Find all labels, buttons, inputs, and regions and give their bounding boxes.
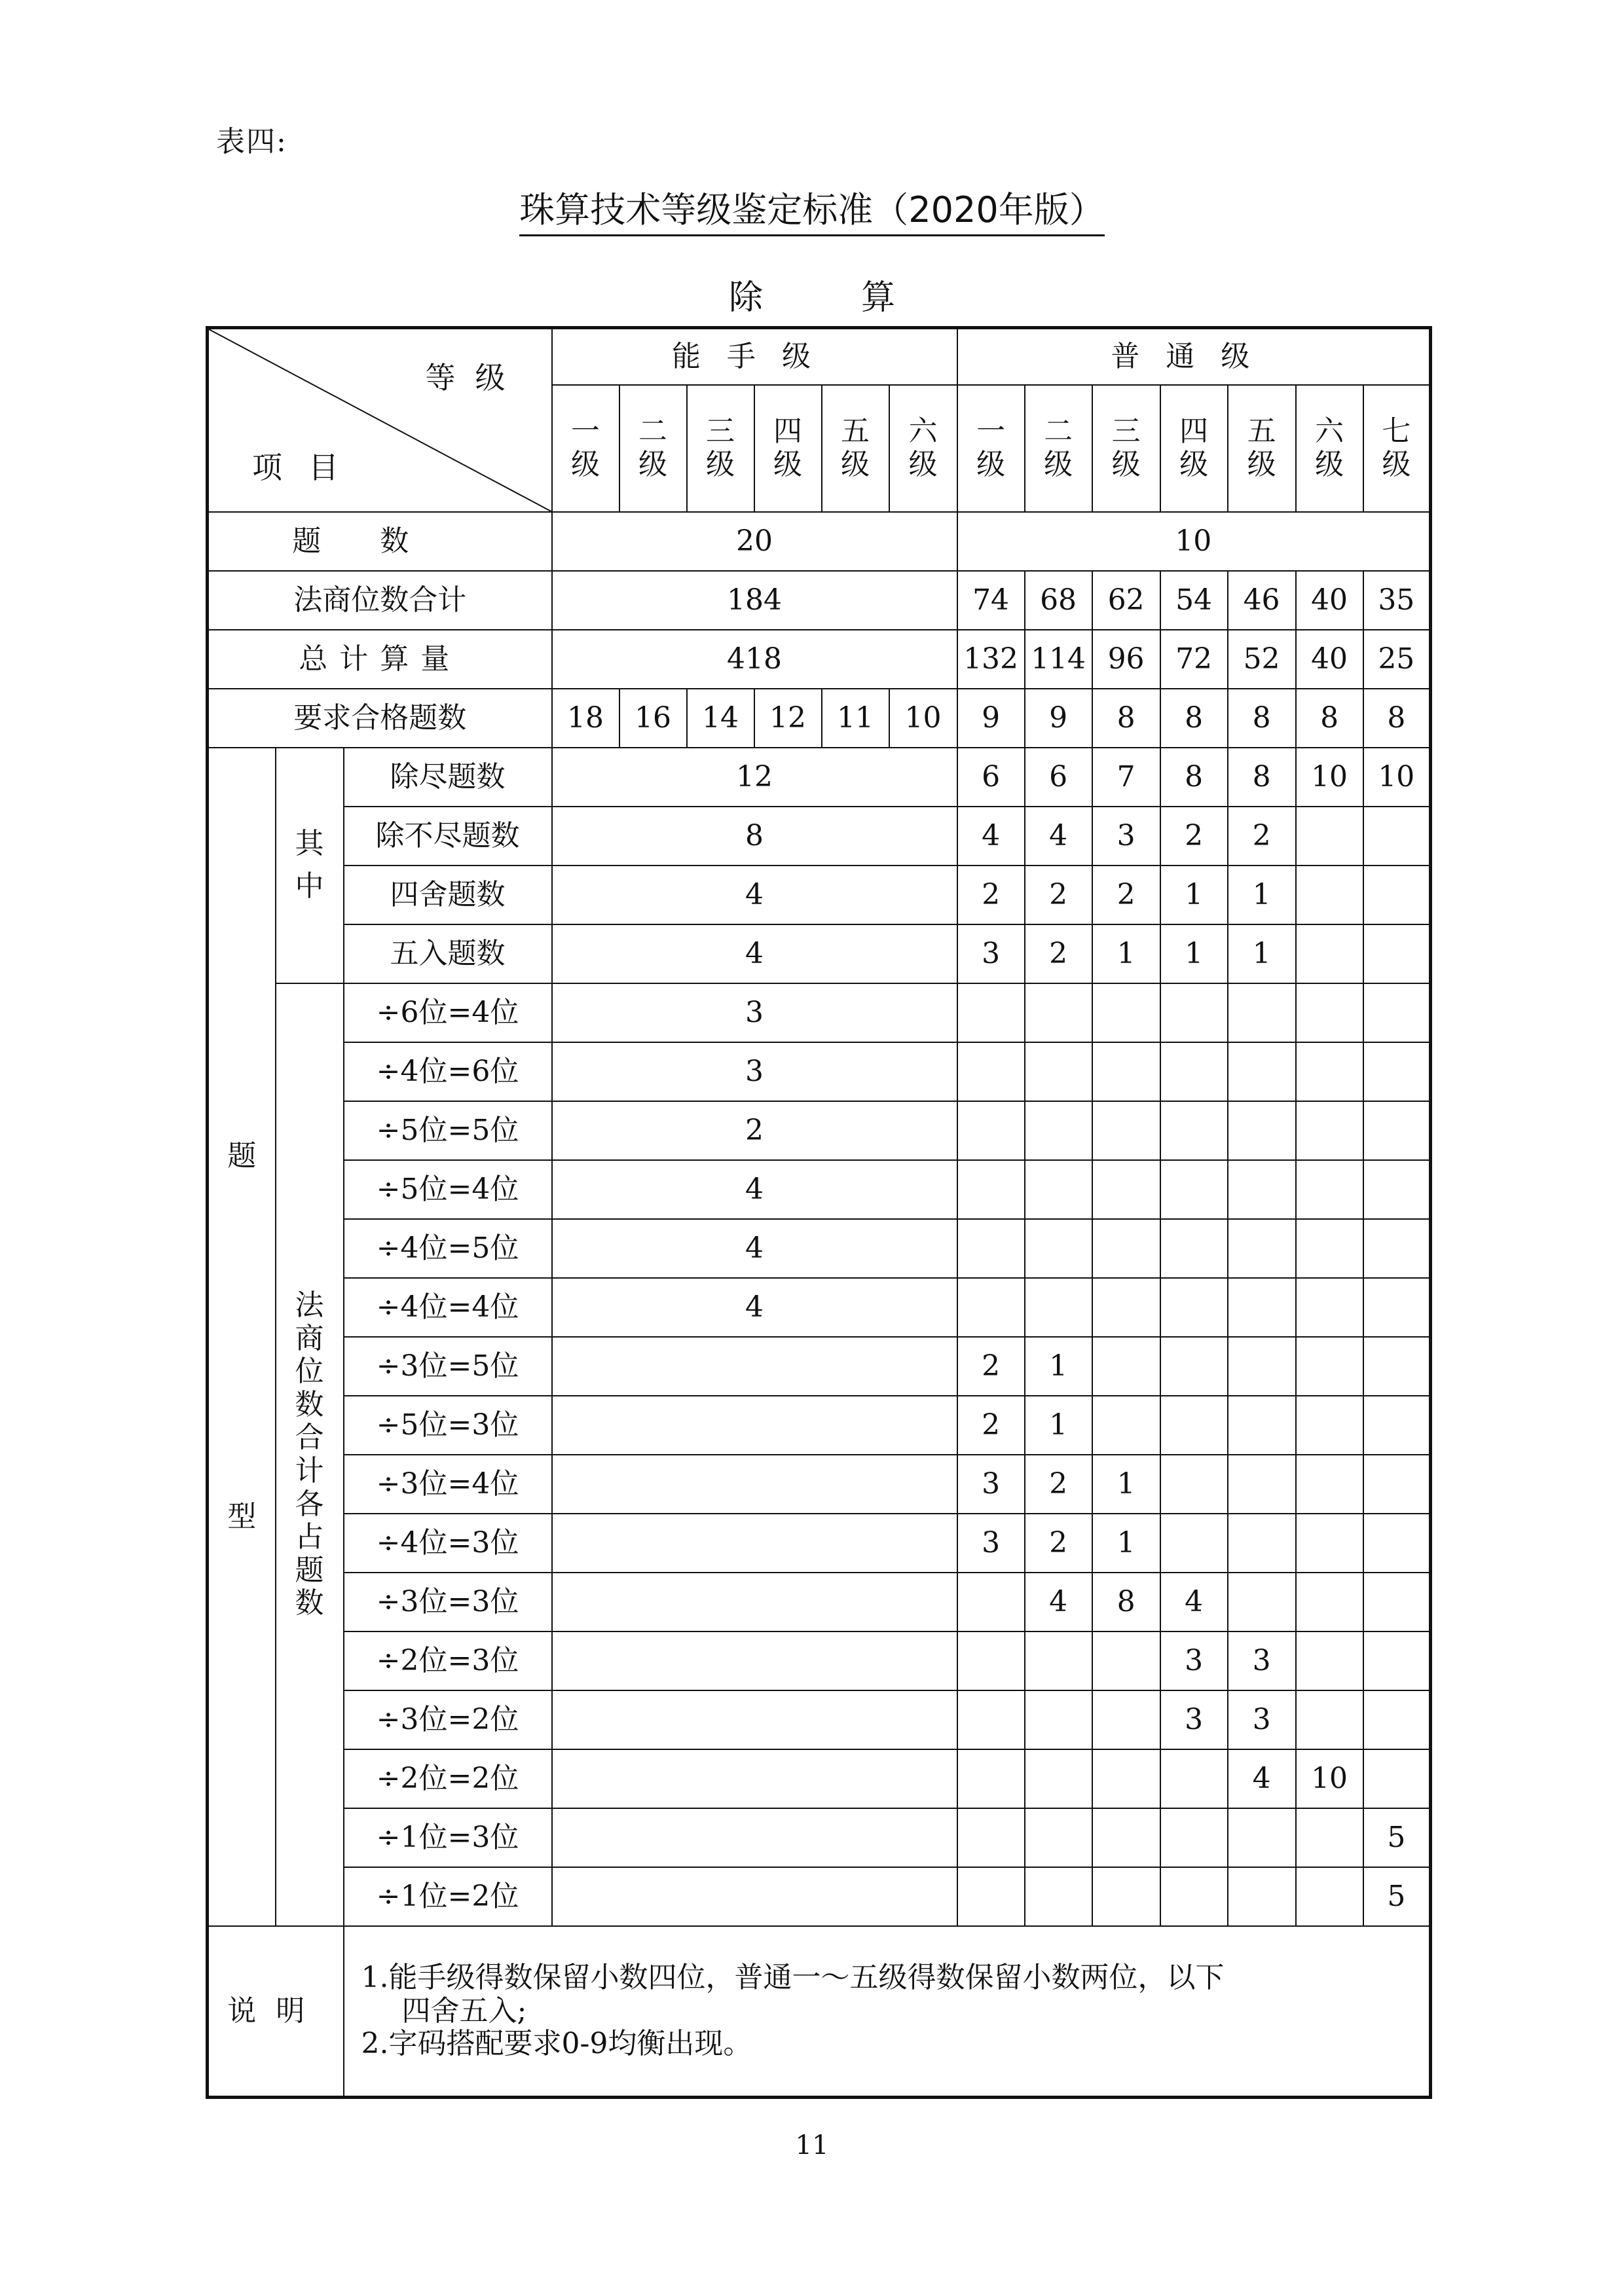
digit-row-normal-5 xyxy=(1228,1042,1296,1101)
digit-row-normal-6 xyxy=(1296,1101,1363,1160)
normal-level-5-text: 五 级 xyxy=(1247,414,1276,481)
digit-row-normal-3 xyxy=(1092,1042,1160,1101)
digit-row-normal-6 xyxy=(1296,1160,1363,1219)
expert-level-6-text: 六 级 xyxy=(908,414,938,481)
among-row-normal-6 xyxy=(1296,866,1363,924)
digit-row-normal-7 xyxy=(1363,1219,1431,1278)
digit-row-normal-4 xyxy=(1160,1514,1228,1573)
header-grade-label: 等级 xyxy=(425,360,525,395)
among-row-normal-5: 2 xyxy=(1228,807,1296,866)
digit-row-normal-7 xyxy=(1363,1101,1431,1160)
digit-row-expert xyxy=(552,1337,957,1396)
digit-row-normal-7 xyxy=(1363,1455,1431,1514)
digit-row-normal-7 xyxy=(1363,1042,1431,1101)
note-line-1: 1.能手级得数保留小数四位，普通一～五级得数保留小数两位，以下 xyxy=(361,1961,1225,1995)
digit-row-normal-1 xyxy=(957,1690,1025,1749)
table-row xyxy=(208,1808,1431,1867)
question-type-label-1: 题 xyxy=(227,1139,257,1173)
digit-row-normal-7 xyxy=(1363,1160,1431,1219)
digit-row-normal-5: 4 xyxy=(1228,1749,1296,1808)
normal-level-3 xyxy=(1092,385,1160,512)
digit-row-normal-2 xyxy=(1025,1808,1092,1867)
digit-row-label: ÷4位=5位 xyxy=(344,1219,552,1278)
pass-count-expert-6: 10 xyxy=(889,689,957,748)
digit-row-normal-1 xyxy=(957,1278,1025,1337)
digit-row-expert: 4 xyxy=(552,1219,957,1278)
digit-row-expert: 3 xyxy=(552,1042,957,1101)
digit-row-normal-7 xyxy=(1363,1337,1431,1396)
table-row xyxy=(208,1455,1431,1514)
digit-row-label: ÷5位=5位 xyxy=(344,1101,552,1160)
among-row-normal-2: 4 xyxy=(1025,807,1092,866)
pass-count-normal-6: 8 xyxy=(1296,689,1363,748)
among-group-char-1: 其 xyxy=(295,827,324,861)
summary-2-normal-4: 72 xyxy=(1160,630,1228,689)
expert-level-3 xyxy=(687,385,754,512)
among-row-expert: 4 xyxy=(552,924,957,983)
normal-level-6-text: 六 级 xyxy=(1315,414,1344,481)
digit-row-expert xyxy=(552,1749,957,1808)
digit-row-normal-4 xyxy=(1160,983,1228,1042)
among-row-normal-4: 8 xyxy=(1160,748,1228,807)
digits-group-char-4: 数 xyxy=(295,1387,324,1421)
among-row-normal-5: 1 xyxy=(1228,866,1296,924)
expert-level-5 xyxy=(822,385,889,512)
table-row xyxy=(208,1278,1431,1337)
digit-row-label: ÷2位=3位 xyxy=(344,1631,552,1690)
digit-row-expert xyxy=(552,1573,957,1631)
digit-row-normal-3 xyxy=(1092,1808,1160,1867)
digit-row-normal-4: 3 xyxy=(1160,1690,1228,1749)
expert-level-5-text: 五 级 xyxy=(841,414,870,481)
digit-row-normal-2 xyxy=(1025,1278,1092,1337)
table-row xyxy=(208,866,1431,924)
among-row-normal-1: 6 xyxy=(957,748,1025,807)
digit-row-normal-3 xyxy=(1092,1101,1160,1160)
digit-row-label: ÷3位=4位 xyxy=(344,1455,552,1514)
table-row xyxy=(208,1690,1431,1749)
digit-row-normal-1 xyxy=(957,1867,1025,1926)
digit-row-normal-6 xyxy=(1296,1042,1363,1101)
expert-level-6 xyxy=(889,385,957,512)
pass-count-normal-2: 9 xyxy=(1025,689,1092,748)
digit-row-normal-2: 1 xyxy=(1025,1337,1092,1396)
pass-count-expert-2: 16 xyxy=(619,689,687,748)
among-row-normal-3: 2 xyxy=(1092,866,1160,924)
digit-row-normal-6 xyxy=(1296,1396,1363,1455)
digit-row-normal-6 xyxy=(1296,1278,1363,1337)
digit-row-normal-2 xyxy=(1025,1160,1092,1219)
digit-row-normal-1 xyxy=(957,1631,1025,1690)
digit-row-label: ÷2位=2位 xyxy=(344,1749,552,1808)
page-title-text: 珠算技术等级鉴定标准（2020年版） xyxy=(519,189,1104,236)
among-row-normal-6 xyxy=(1296,924,1363,983)
digit-row-normal-5 xyxy=(1228,1867,1296,1926)
pass-count-expert-1: 18 xyxy=(552,689,619,748)
digit-row-normal-2 xyxy=(1025,1219,1092,1278)
among-row-normal-4: 1 xyxy=(1160,866,1228,924)
total-calc-expert: 418 xyxy=(552,630,957,689)
expert-level-1-text: 一 级 xyxy=(571,414,600,481)
digit-row-normal-7: 5 xyxy=(1363,1808,1431,1867)
digit-row-normal-1 xyxy=(957,983,1025,1042)
digit-row-normal-2: 4 xyxy=(1025,1573,1092,1631)
digit-row-normal-4 xyxy=(1160,1396,1228,1455)
digit-row-label: ÷3位=5位 xyxy=(344,1337,552,1396)
digit-row-expert xyxy=(552,1396,957,1455)
digit-row-expert xyxy=(552,1808,957,1867)
summary-2-normal-2: 114 xyxy=(1025,630,1092,689)
question-count-expert: 20 xyxy=(552,512,957,571)
digits-group-char-10: 数 xyxy=(295,1586,324,1620)
table-row xyxy=(208,1101,1431,1160)
digits-group-char-5: 合 xyxy=(295,1421,324,1455)
digit-row-normal-7 xyxy=(1363,1278,1431,1337)
among-row-normal-7 xyxy=(1363,924,1431,983)
digit-row-normal-6 xyxy=(1296,1867,1363,1926)
table-row xyxy=(208,1337,1431,1396)
digits-group-char-2: 商 xyxy=(295,1321,324,1355)
summary-1-normal-6: 40 xyxy=(1296,571,1363,630)
digit-row-normal-6 xyxy=(1296,1690,1363,1749)
among-row-expert: 4 xyxy=(552,866,957,924)
digits-group-char-3: 位 xyxy=(295,1355,324,1389)
digit-row-normal-4: 3 xyxy=(1160,1631,1228,1690)
digit-row-normal-4 xyxy=(1160,1749,1228,1808)
digit-row-normal-5 xyxy=(1228,1101,1296,1160)
among-row-normal-6: 10 xyxy=(1296,748,1363,807)
digit-row-normal-5 xyxy=(1228,983,1296,1042)
expert-level-4-text: 四 级 xyxy=(773,414,803,481)
notes-content xyxy=(344,1926,1431,2098)
digit-row-label: ÷4位=6位 xyxy=(344,1042,552,1101)
summary-1-normal-2: 68 xyxy=(1025,571,1092,630)
among-row-normal-7 xyxy=(1363,866,1431,924)
digit-row-label: ÷1位=2位 xyxy=(344,1867,552,1926)
row-label-total-calc: 总计算量 xyxy=(208,630,552,689)
digit-row-normal-3 xyxy=(1092,1749,1160,1808)
digit-row-normal-4 xyxy=(1160,1101,1228,1160)
expert-level-4 xyxy=(754,385,822,512)
digit-row-normal-3 xyxy=(1092,1278,1160,1337)
digit-row-label: ÷3位=3位 xyxy=(344,1573,552,1631)
digit-row-expert: 4 xyxy=(552,1160,957,1219)
digit-row-normal-2: 2 xyxy=(1025,1514,1092,1573)
among-group-label xyxy=(276,748,344,983)
digit-row-normal-2 xyxy=(1025,1690,1092,1749)
digit-row-normal-4: 4 xyxy=(1160,1573,1228,1631)
summary-1-normal-1: 74 xyxy=(957,571,1025,630)
summary-1-normal-7: 35 xyxy=(1363,571,1431,630)
digit-row-normal-7 xyxy=(1363,1631,1431,1690)
pass-count-normal-5: 8 xyxy=(1228,689,1296,748)
digit-row-normal-5: 3 xyxy=(1228,1690,1296,1749)
table-row xyxy=(208,983,1431,1042)
header-corner-cell xyxy=(208,328,552,513)
digit-row-normal-4 xyxy=(1160,1278,1228,1337)
among-row-label: 除不尽题数 xyxy=(344,807,552,866)
digit-row-normal-4 xyxy=(1160,1042,1228,1101)
among-row-label: 五入题数 xyxy=(344,924,552,983)
digit-row-normal-3: 1 xyxy=(1092,1514,1160,1573)
digit-row-normal-1 xyxy=(957,1160,1025,1219)
digit-row-expert xyxy=(552,1690,957,1749)
digit-row-normal-6 xyxy=(1296,983,1363,1042)
among-row-normal-1: 4 xyxy=(957,807,1025,866)
digit-row-normal-2 xyxy=(1025,1101,1092,1160)
digit-row-label: ÷5位=4位 xyxy=(344,1160,552,1219)
table-row xyxy=(208,1514,1431,1573)
pass-count-expert-4: 12 xyxy=(754,689,822,748)
digit-row-normal-3 xyxy=(1092,1631,1160,1690)
among-row-normal-2: 2 xyxy=(1025,924,1092,983)
table-row xyxy=(208,1631,1431,1690)
digit-row-normal-6 xyxy=(1296,1455,1363,1514)
digit-row-normal-3 xyxy=(1092,1160,1160,1219)
summary-2-normal-1: 132 xyxy=(957,630,1025,689)
among-row-expert: 12 xyxy=(552,748,957,807)
digit-row-normal-5 xyxy=(1228,1573,1296,1631)
expert-level-2-text: 二 级 xyxy=(638,414,668,481)
pass-count-normal-1: 9 xyxy=(957,689,1025,748)
digits-group-label xyxy=(276,983,344,1926)
digit-row-expert xyxy=(552,1631,957,1690)
digit-row-normal-3 xyxy=(1092,983,1160,1042)
summary-2-normal-6: 40 xyxy=(1296,630,1363,689)
among-row-normal-3: 7 xyxy=(1092,748,1160,807)
among-row-normal-2: 2 xyxy=(1025,866,1092,924)
digit-row-normal-1 xyxy=(957,1749,1025,1808)
pass-count-normal-7: 8 xyxy=(1363,689,1431,748)
normal-level-4-text: 四 级 xyxy=(1179,414,1209,481)
digit-row-normal-4 xyxy=(1160,1337,1228,1396)
digit-row-normal-6 xyxy=(1296,1808,1363,1867)
digit-row-normal-1: 2 xyxy=(957,1396,1025,1455)
normal-level-1-text: 一 级 xyxy=(976,414,1006,481)
among-row-normal-1: 2 xyxy=(957,866,1025,924)
among-row-normal-7 xyxy=(1363,807,1431,866)
digit-row-normal-2: 2 xyxy=(1025,1455,1092,1514)
among-row-normal-7: 10 xyxy=(1363,748,1431,807)
digit-row-normal-2 xyxy=(1025,1749,1092,1808)
normal-level-7-text: 七 级 xyxy=(1382,414,1411,481)
digit-row-normal-5 xyxy=(1228,1455,1296,1514)
digit-row-normal-6 xyxy=(1296,1219,1363,1278)
among-row-normal-2: 6 xyxy=(1025,748,1092,807)
digit-row-normal-5 xyxy=(1228,1278,1296,1337)
digit-row-normal-1 xyxy=(957,1219,1025,1278)
normal-level-7 xyxy=(1363,385,1431,512)
among-row-normal-3: 1 xyxy=(1092,924,1160,983)
digit-row-normal-2 xyxy=(1025,1867,1092,1926)
normal-level-1 xyxy=(957,385,1025,512)
digit-row-normal-4 xyxy=(1160,1160,1228,1219)
among-group-gap xyxy=(276,861,343,870)
digit-row-normal-6 xyxy=(1296,1631,1363,1690)
expert-level-3-text: 三 级 xyxy=(706,414,735,481)
digit-row-normal-2 xyxy=(1025,1042,1092,1101)
digit-row-normal-1: 3 xyxy=(957,1455,1025,1514)
summary-1-normal-5: 46 xyxy=(1228,571,1296,630)
digit-row-normal-1 xyxy=(957,1808,1025,1867)
digit-row-normal-2 xyxy=(1025,983,1092,1042)
among-row-label: 除尽题数 xyxy=(344,748,552,807)
digit-row-normal-4 xyxy=(1160,1455,1228,1514)
digit-row-normal-7 xyxy=(1363,1514,1431,1573)
pass-count-normal-3: 8 xyxy=(1092,689,1160,748)
among-group-char-2: 中 xyxy=(295,869,324,903)
normal-level-2 xyxy=(1025,385,1092,512)
digit-row-normal-5 xyxy=(1228,1160,1296,1219)
digit-row-normal-6 xyxy=(1296,1337,1363,1396)
digit-row-expert: 4 xyxy=(552,1278,957,1337)
digit-row-label: ÷1位=3位 xyxy=(344,1808,552,1867)
digit-row-normal-3: 8 xyxy=(1092,1573,1160,1631)
digit-row-normal-7: 5 xyxy=(1363,1867,1431,1926)
digit-row-normal-2: 1 xyxy=(1025,1396,1092,1455)
question-type-label xyxy=(208,748,276,1926)
section-title xyxy=(0,270,1624,319)
digit-row-normal-3: 1 xyxy=(1092,1455,1160,1514)
table-row xyxy=(208,1160,1431,1219)
digit-row-normal-1 xyxy=(957,1101,1025,1160)
digit-row-label: ÷4位=3位 xyxy=(344,1514,552,1573)
table-row xyxy=(208,1867,1431,1926)
group-expert-header: 能手级 xyxy=(552,328,957,386)
page-title xyxy=(0,182,1624,232)
digit-row-normal-5 xyxy=(1228,1808,1296,1867)
digit-row-normal-1 xyxy=(957,1042,1025,1101)
table-row xyxy=(208,1042,1431,1101)
group-normal-header: 普通级 xyxy=(957,328,1431,386)
notes-label: 说明 xyxy=(208,1926,344,2098)
digit-row-expert xyxy=(552,1514,957,1573)
question-type-label-2: 型 xyxy=(227,1500,257,1533)
digit-row-normal-5 xyxy=(1228,1396,1296,1455)
table-label: 表四: xyxy=(216,125,287,158)
summary-2-normal-7: 25 xyxy=(1363,630,1431,689)
digit-row-normal-7 xyxy=(1363,1396,1431,1455)
normal-level-6 xyxy=(1296,385,1363,512)
digit-row-normal-6: 10 xyxy=(1296,1749,1363,1808)
question-type-label-gap xyxy=(209,1173,275,1501)
section-title-char-1: 除 xyxy=(728,278,763,318)
digit-row-label: ÷3位=2位 xyxy=(344,1690,552,1749)
normal-level-3-text: 三 级 xyxy=(1111,414,1141,481)
standards-table xyxy=(206,326,1432,2099)
table-row xyxy=(208,1219,1431,1278)
table-row xyxy=(208,1749,1431,1808)
pass-count-expert-5: 11 xyxy=(822,689,889,748)
table-row xyxy=(208,1573,1431,1631)
digit-row-normal-1 xyxy=(957,1573,1025,1631)
digit-row-normal-2 xyxy=(1025,1631,1092,1690)
digits-group-char-8: 占 xyxy=(295,1520,324,1554)
among-row-normal-6 xyxy=(1296,807,1363,866)
digit-row-normal-4 xyxy=(1160,1808,1228,1867)
digit-row-normal-3 xyxy=(1092,1867,1160,1926)
header-item-label: 项目 xyxy=(252,450,365,486)
table-row xyxy=(208,748,1431,807)
among-row-normal-5: 1 xyxy=(1228,924,1296,983)
digit-row-normal-4 xyxy=(1160,1219,1228,1278)
digit-row-normal-3 xyxy=(1092,1337,1160,1396)
summary-2-normal-5: 52 xyxy=(1228,630,1296,689)
digit-row-normal-5: 3 xyxy=(1228,1631,1296,1690)
summary-2-normal-3: 96 xyxy=(1092,630,1160,689)
among-row-expert: 8 xyxy=(552,807,957,866)
digit-row-label: ÷6位=4位 xyxy=(344,983,552,1042)
note-line-1-cont: 四舍五入; xyxy=(401,1994,527,2028)
normal-level-2-text: 二 级 xyxy=(1044,414,1073,481)
digits-group-char-1: 法 xyxy=(295,1288,324,1322)
digit-row-normal-5 xyxy=(1228,1219,1296,1278)
normal-level-4 xyxy=(1160,385,1228,512)
digit-row-normal-7 xyxy=(1363,1749,1431,1808)
expert-level-1 xyxy=(552,385,619,512)
digit-row-normal-1: 2 xyxy=(957,1337,1025,1396)
digit-row-normal-6 xyxy=(1296,1573,1363,1631)
digit-row-normal-4 xyxy=(1160,1867,1228,1926)
digit-total-expert: 184 xyxy=(552,571,957,630)
table-row xyxy=(208,1396,1431,1455)
table-row xyxy=(208,807,1431,866)
pass-count-expert-3: 14 xyxy=(687,689,754,748)
digit-row-normal-5 xyxy=(1228,1337,1296,1396)
note-line-2: 2.字码搭配要求0-9均衡出现。 xyxy=(361,2027,752,2061)
digits-group-char-6: 计 xyxy=(295,1454,324,1487)
digit-row-expert xyxy=(552,1867,957,1926)
summary-1-normal-4: 54 xyxy=(1160,571,1228,630)
digits-group-char-7: 各 xyxy=(295,1487,324,1521)
digit-row-normal-6 xyxy=(1296,1514,1363,1573)
among-row-normal-1: 3 xyxy=(957,924,1025,983)
digit-row-normal-5 xyxy=(1228,1514,1296,1573)
row-label-digit-total: 法商位数合计 xyxy=(208,571,552,630)
digit-row-expert xyxy=(552,1455,957,1514)
among-row-label: 四舍题数 xyxy=(344,866,552,924)
page-number: 11 xyxy=(795,2130,829,2160)
digit-row-normal-7 xyxy=(1363,1573,1431,1631)
digit-row-normal-7 xyxy=(1363,983,1431,1042)
digit-row-label: ÷4位=4位 xyxy=(344,1278,552,1337)
digit-row-normal-7 xyxy=(1363,1690,1431,1749)
among-row-normal-3: 3 xyxy=(1092,807,1160,866)
among-row-normal-4: 2 xyxy=(1160,807,1228,866)
digit-row-normal-3 xyxy=(1092,1219,1160,1278)
expert-level-2 xyxy=(619,385,687,512)
question-count-normal: 10 xyxy=(957,512,1431,571)
digit-row-expert: 2 xyxy=(552,1101,957,1160)
pass-count-normal-4: 8 xyxy=(1160,689,1228,748)
normal-level-5 xyxy=(1228,385,1296,512)
among-row-normal-5: 8 xyxy=(1228,748,1296,807)
digit-row-expert: 3 xyxy=(552,983,957,1042)
digit-row-normal-3 xyxy=(1092,1690,1160,1749)
section-title-char-2: 算 xyxy=(861,278,896,318)
table-row xyxy=(208,924,1431,983)
among-row-normal-4: 1 xyxy=(1160,924,1228,983)
digit-row-normal-1: 3 xyxy=(957,1514,1025,1573)
row-label-question-count: 题数 xyxy=(208,512,552,571)
digit-row-label: ÷5位=3位 xyxy=(344,1396,552,1455)
summary-1-normal-3: 62 xyxy=(1092,571,1160,630)
digit-row-normal-3 xyxy=(1092,1396,1160,1455)
digits-group-char-9: 题 xyxy=(295,1553,324,1587)
row-label-pass-count: 要求合格题数 xyxy=(208,689,552,748)
